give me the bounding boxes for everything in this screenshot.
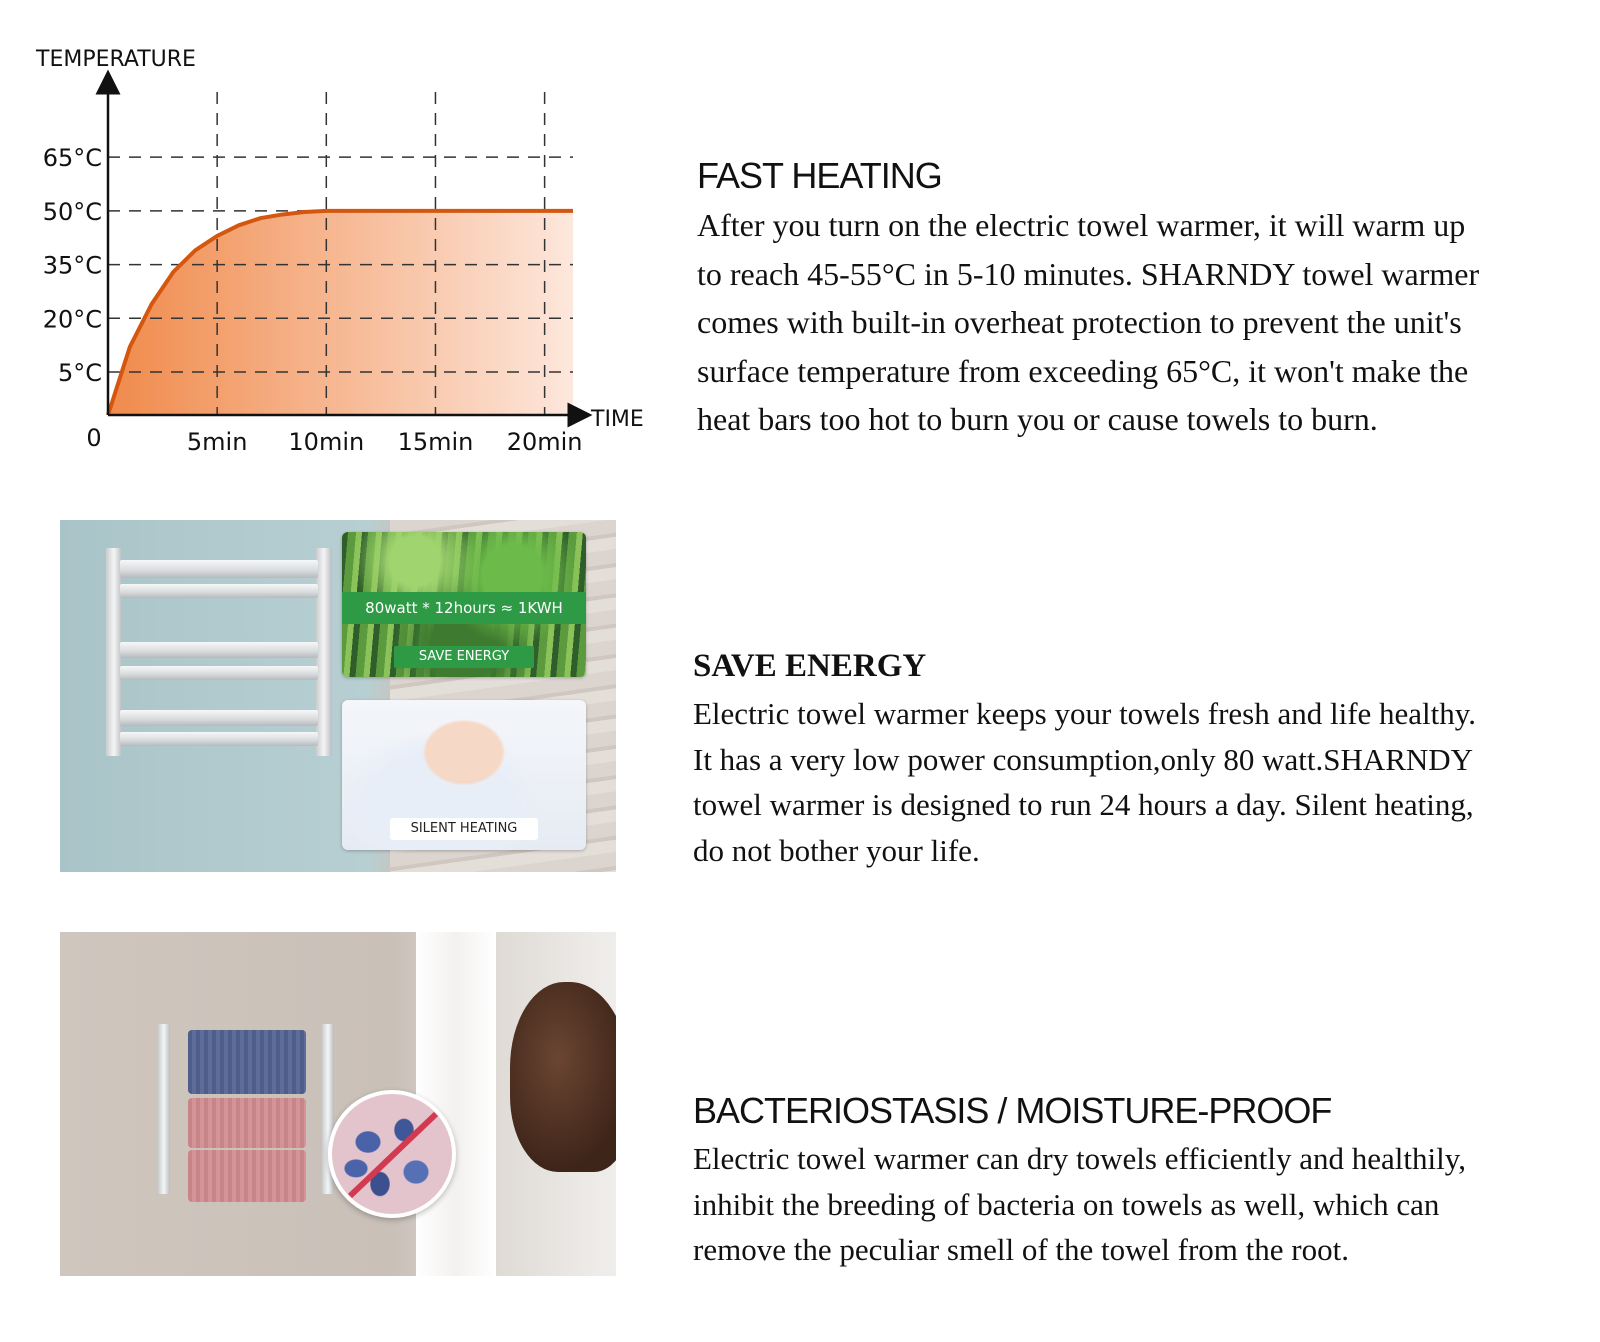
fast-heating-line: surface temperature from exceeding 65°C, it won't make the xyxy=(697,352,1469,389)
pink-towel xyxy=(188,1098,306,1148)
fast-heating-line: comes with built-in overheat protection to prevent the unit's xyxy=(697,304,1462,340)
towel-rail-bar xyxy=(120,560,318,578)
save-energy-badge: SAVE ENERGY xyxy=(394,646,534,668)
y-tick-label: 35°C xyxy=(42,251,102,280)
x-tick-label: 20min xyxy=(506,428,583,456)
bacteriostasis-line: inhibit the breeding of bacteria on towels as well, which can xyxy=(693,1186,1440,1222)
bacteriostasis-line: remove the peculiar smell of the towel from the root. xyxy=(693,1232,1349,1267)
fast-heating-description xyxy=(697,201,1577,444)
save-energy-title: SAVE ENERGY xyxy=(693,648,927,684)
y-tick-label: 20°C xyxy=(42,305,102,334)
bacteria-circle xyxy=(328,1090,456,1218)
fast-heating-line: to reach 45-55°C in 5-10 minutes. SHARNDY towel warmer xyxy=(697,255,1480,292)
x-axis-label: TIME xyxy=(591,407,644,432)
bacteriostasis-line: Electric towel warmer can dry towels efficiently and healthily, xyxy=(693,1141,1466,1176)
y-axis-label: TEMPERATURE xyxy=(36,47,196,72)
save-energy-line: do not bother your life. xyxy=(693,832,980,868)
towel-rail-left-post xyxy=(158,1024,170,1194)
fast-heating-section xyxy=(697,155,1577,444)
fast-heating-title: FAST HEATING xyxy=(697,155,942,196)
y-tick-label: 5°C xyxy=(57,359,102,388)
bacteriostasis-photo xyxy=(60,932,616,1276)
fast-heating-line: heat bars too hot to burn you or cause towels to burn. xyxy=(697,401,1378,437)
bacteriostasis-description xyxy=(693,1136,1583,1273)
blue-towel xyxy=(188,1030,306,1094)
x-tick-label: 10min xyxy=(288,428,365,456)
x-tick-label: 5min xyxy=(186,428,248,456)
sleeping-baby-image-tile xyxy=(342,700,586,850)
y-tick-label: 65°C xyxy=(42,144,102,173)
bacteriostasis-title: BACTERIOSTASIS / MOISTURE-PROOF xyxy=(693,1090,1332,1131)
save-energy-description xyxy=(693,691,1583,873)
fast-heating-line: After you turn on the electric towel warmer, it will warm up xyxy=(697,207,1466,243)
temperature-chart xyxy=(20,30,660,480)
save-energy-photo xyxy=(60,520,616,872)
chart-area-fill xyxy=(108,211,573,415)
save-energy-line: It has a very low power consumption,only 80 watt.SHARNDY xyxy=(693,741,1474,777)
pink-towel xyxy=(188,1150,306,1202)
towel-rail-right-post xyxy=(316,548,332,756)
energy-formula-banner: 80watt * 12hours ≈ 1KWH xyxy=(342,592,586,624)
y-tick-label: 50°C xyxy=(42,197,102,226)
origin-label: 0 xyxy=(86,424,102,452)
towel-rail-bar xyxy=(120,732,318,746)
towel-rail-bar xyxy=(120,584,318,598)
towel-rail-bar xyxy=(120,710,318,726)
woman-hair xyxy=(510,982,616,1172)
save-energy-section xyxy=(693,648,1583,873)
save-energy-line: Electric towel warmer keeps your towels fresh and life healthy. xyxy=(693,696,1477,731)
save-energy-line: towel warmer is designed to run 24 hours a day. Silent heating, xyxy=(693,787,1474,822)
temperature-chart-svg xyxy=(20,30,660,480)
silent-heating-badge: SILENT HEATING xyxy=(390,818,538,840)
bacteriostasis-section xyxy=(693,1090,1583,1273)
no-bacteria-icon xyxy=(332,1094,452,1214)
towel-rail-bar xyxy=(120,642,318,658)
towel-rail-bar xyxy=(120,666,318,680)
x-tick-label: 15min xyxy=(397,428,474,456)
forest-image-tile xyxy=(342,532,586,677)
